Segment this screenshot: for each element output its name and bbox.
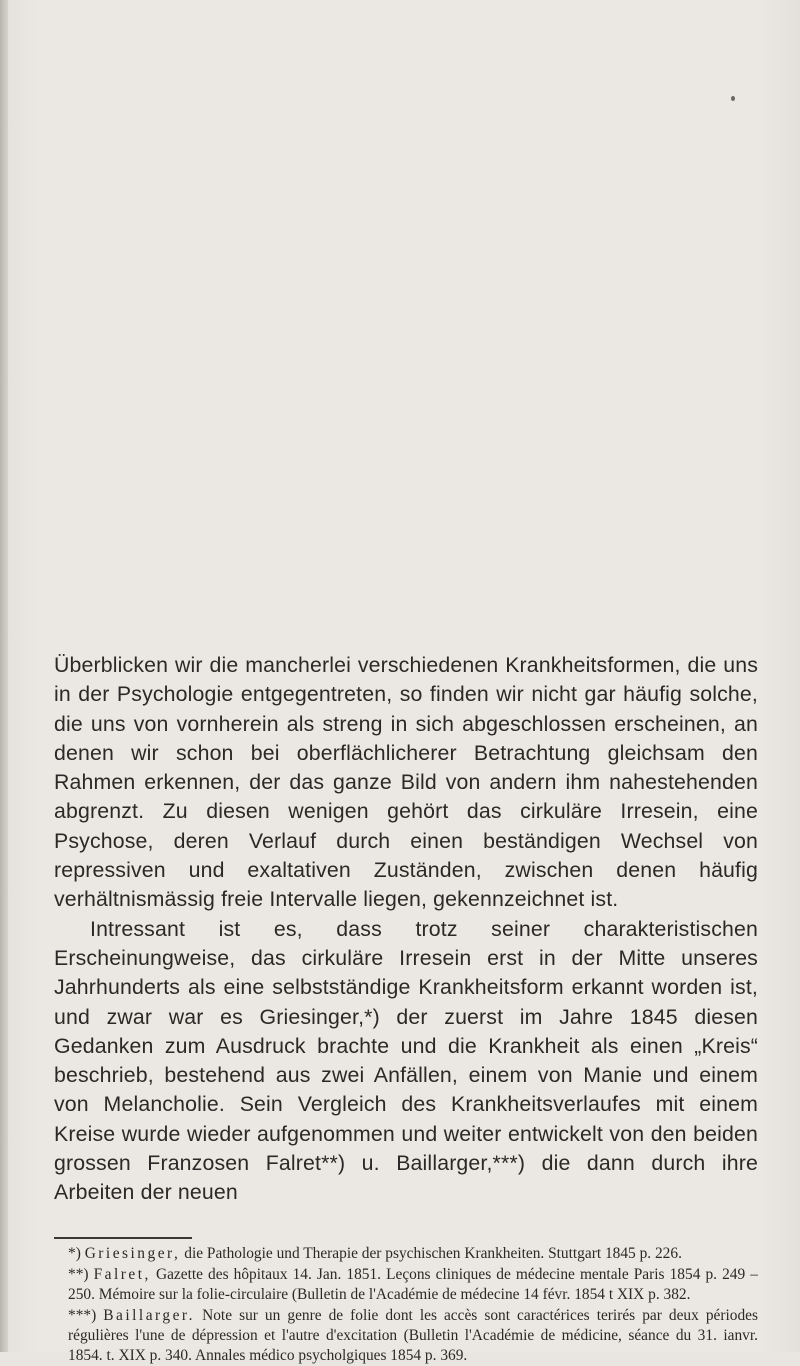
footnote-text: Note sur un genre de folie dont les accès sont caractérices terirés par deux périodes régulières l'une de dépression et l'autre d'excitation (Bulletin l'Académie de médicine, séance du 31. ianvr. 1854. t. XIX p. 340. Annales médico psycholgiques 1854 p. 369. (68, 1306, 759, 1364)
footnote-3 (54, 1306, 758, 1366)
main-text (54, 651, 758, 1208)
footnote-mark: **) (68, 1265, 89, 1283)
footnote-mark: *) (68, 1245, 81, 1262)
footnote-text: Gazette des hôpitaux 14. Jan. 1851. Leçons cliniques de médecine mentale Paris 1854 p. 249 – 250. Mémoire sur la folie-circulaire (Bulletin de l'Académie de médecine 14 févr. 1854 t XIX p. 382. (68, 1265, 758, 1303)
ink-speck (731, 96, 735, 101)
page-binding-edge (0, 0, 8, 1352)
footnote-mark: ***) (68, 1306, 97, 1324)
footnote-1 (54, 1244, 758, 1264)
footnote-text: die Pathologie und Therapie der psychischen Krankheiten. Stuttgart 1845 p. 226. (184, 1245, 682, 1262)
footnote-author: Falret, (93, 1265, 151, 1283)
footnote-separator (54, 1237, 192, 1239)
paragraph-2: Intressant ist es, dass trotz seiner charakteristischen Erscheinungweise, das cirkuläre Irresein erst in der Mitte unseres Jahrhunderts als eine selbstständige Krankheitsform erkannt worden ist, und zwar war es Griesinger,*) der zuerst im Jahre 1845 diesen Gedanken zum Ausdruck brachte und die Krankheit als einen „Kreis“ beschrieb, bestehend aus zwei Anfällen, einem von Manie und einem von Melancholie. Sein Vergleich des Krankheitsverlaufes mit einem Kreise wurde wieder aufgenommen und weiter entwickelt von den beiden grossen Franzosen Falret**) u. Baillarger,***) die dann durch ihre Arbeiten der neuen (54, 916, 758, 1205)
footnote-2 (54, 1265, 758, 1305)
footnote-author: Baillarger. (103, 1306, 196, 1324)
footnote-author: Griesinger, (84, 1245, 181, 1262)
paragraph-1: Überblicken wir die mancherlei verschiedenen Krankheitsformen, die uns in der Psychologie entgegentreten, so finden wir nicht gar häufig solche, die uns von vornherein als streng in sich abgeschlossen erscheinen, an denen wir schon bei oberflächlicherer Betrachtung gleichsam den Rahmen erkennen, der das ganze Bild von andern ihm nahestehenden abgrenzt. Zu diesen wenigen gehört das cirkuläre Irresein, eine Psychose, deren Verlauf durch einen beständigen Wechsel von repressiven und exaltativen Zuständen, zwischen denen häufig verhältnismässig freie Intervalle liegen, gekennzeichnet ist. (54, 653, 758, 912)
footnotes (54, 1244, 758, 1366)
